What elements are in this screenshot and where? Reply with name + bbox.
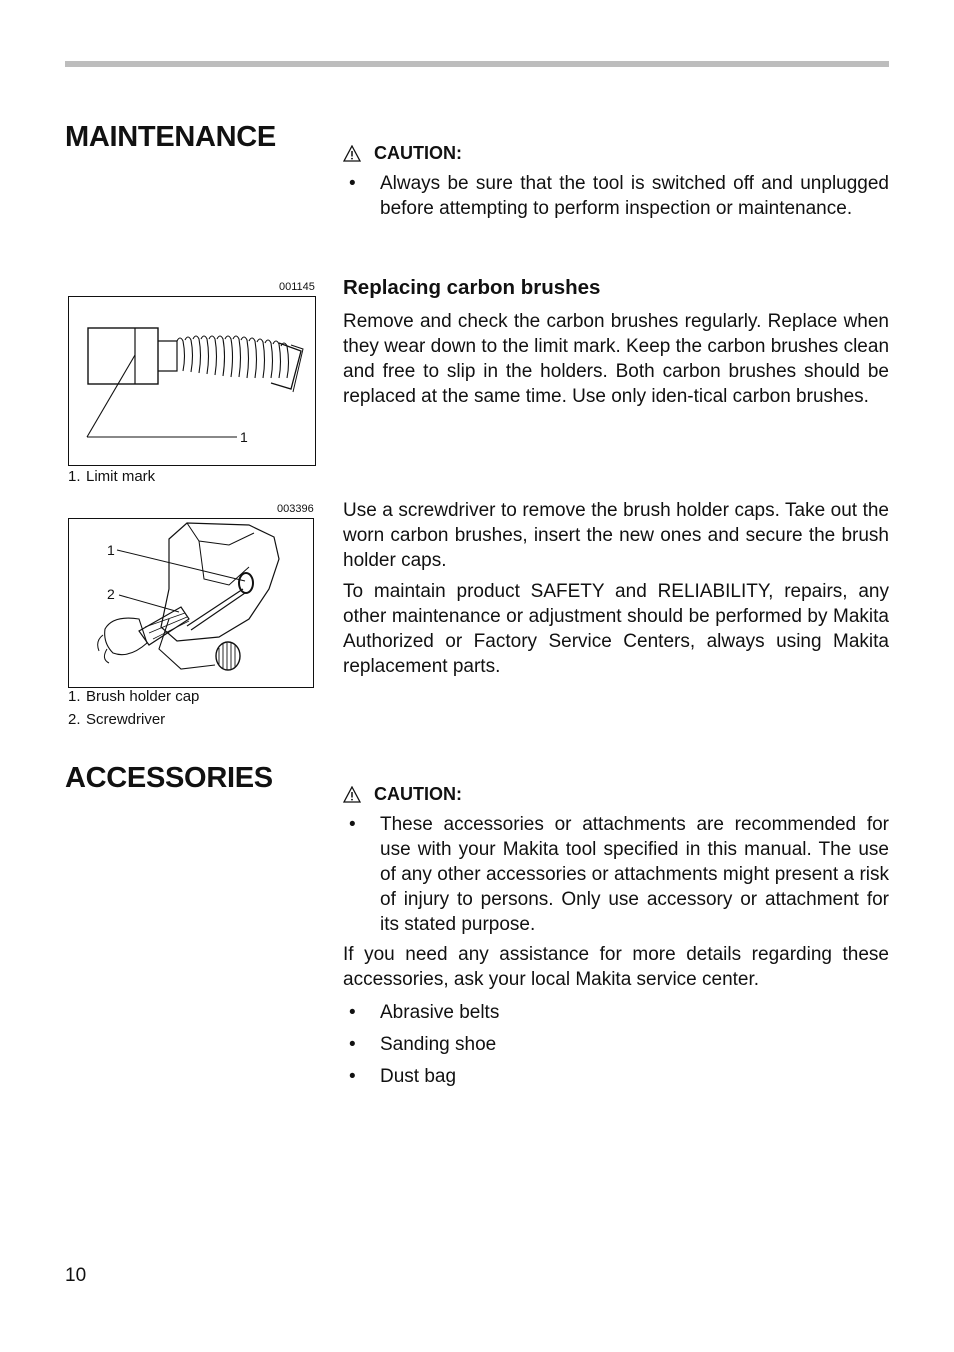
bullet-dot: • <box>349 814 356 835</box>
accessory-item <box>343 1032 889 1057</box>
caption-limit-mark: Limit mark <box>86 468 156 485</box>
top-rule <box>65 61 889 67</box>
caution-label: CAUTION: <box>374 784 462 804</box>
accessory-item-text: Dust bag <box>380 1066 457 1087</box>
figure-code: 001145 <box>279 281 315 293</box>
accessory-item <box>343 1064 889 1089</box>
bullet-text: These accessories or attachments are recommended for use with your Makita tool specified in this manual. The use of any other accessories or attachments might present a risk of injury to persons. Only use accessory or attachment for its stated purpose. <box>380 814 889 935</box>
accessories-caution <box>343 784 462 805</box>
accessory-item-text: Abrasive belts <box>380 1002 500 1023</box>
figure-caption: 2. Screwdriver <box>68 711 166 728</box>
bullet-dot: • <box>349 173 356 194</box>
caption-screwdriver: Screwdriver <box>86 711 166 728</box>
figure-brush-holder <box>68 518 314 688</box>
caution-label: CAUTION: <box>374 143 462 163</box>
assistance-paragraph: If you need any assistance for more details regarding these accessories, ask your local Makita service center. <box>343 944 889 990</box>
bullet-text: Always be sure that the tool is switched off and unplugged before attempting to perform inspection or maintenance. <box>380 173 889 219</box>
caption-brush-holder-cap: Brush holder cap <box>86 688 200 705</box>
figure-code: 003396 <box>277 503 314 515</box>
figure-caption: 1. Limit mark <box>68 468 156 485</box>
bullet-dot: • <box>349 1034 356 1055</box>
screwdriver-illustration <box>69 519 313 687</box>
figure-caption: 1. Brush holder cap <box>68 688 200 705</box>
accessories-caution-bullet <box>343 812 889 937</box>
bullet-dot: • <box>349 1066 356 1087</box>
callout-1: 1 <box>107 542 115 558</box>
screwdriver-paragraph: Use a screwdriver to remove the brush holder caps. Take out the worn carbon brushes, insert the new ones and secure the brush holder caps. <box>343 500 889 571</box>
carbon-brush-illustration <box>69 297 315 465</box>
maintenance-caution-bullet <box>343 171 889 221</box>
accessory-item-text: Sanding shoe <box>380 1034 497 1055</box>
warning-triangle-icon <box>343 786 361 803</box>
replacing-paragraph: Remove and check the carbon brushes regularly. Replace when they wear down to the limit mark. Keep the carbon brushes clean and free to slip in the holders. Both carbon brushes should be replaced at the same time. Use only iden-tical carbon brushes. <box>343 311 890 407</box>
maintenance-title: MAINTENANCE <box>65 121 276 153</box>
warning-triangle-icon <box>343 145 361 162</box>
callout-2: 2 <box>107 586 115 602</box>
maintenance-caution <box>343 143 462 164</box>
callout-1: 1 <box>240 429 248 445</box>
page-number: 10 <box>65 1265 87 1286</box>
figure-limit-mark <box>68 296 316 466</box>
safety-paragraph: To maintain product SAFETY and RELIABILITY, repairs, any other maintenance or adjustment should be performed by Makita Authorized or Factory Service Centers, always using Makita replacement parts. <box>343 581 889 677</box>
accessory-item <box>343 1000 889 1025</box>
accessories-title: ACCESSORIES <box>65 762 273 794</box>
replacing-carbon-brushes-heading: Replacing carbon brushes <box>343 276 601 299</box>
bullet-dot: • <box>349 1002 356 1023</box>
